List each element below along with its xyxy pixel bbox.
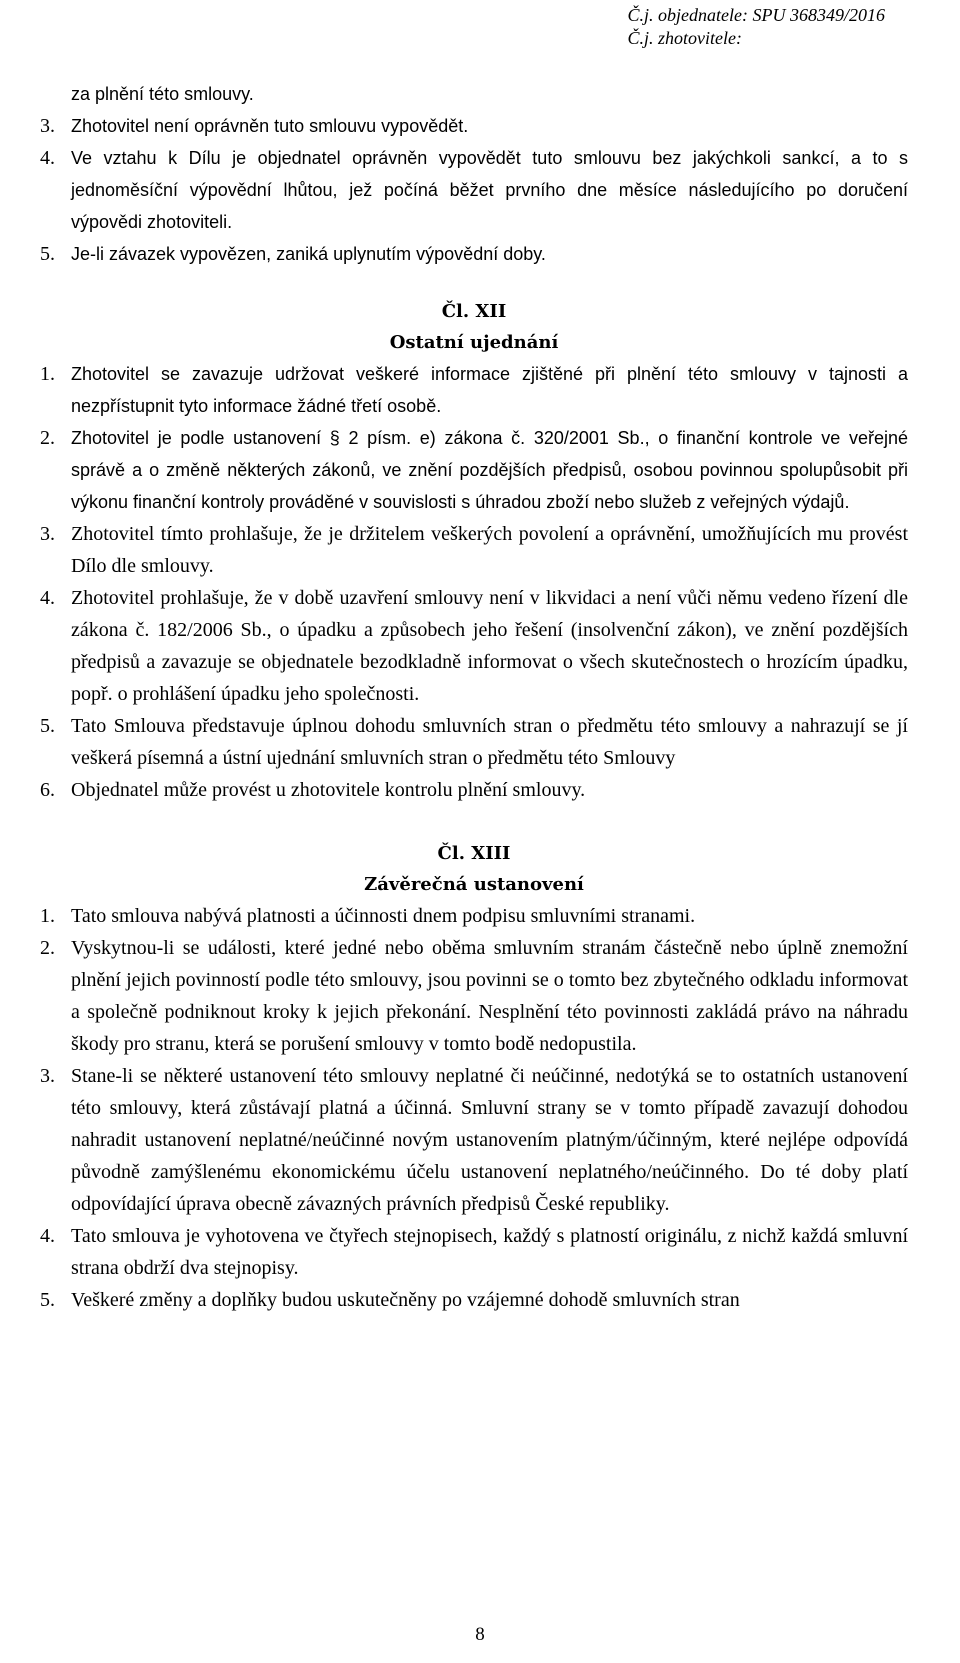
item-text: Objednatel může provést u zhotovitele kontrolu plnění smlouvy.: [71, 779, 586, 801]
item-text: Vyskytnou-li se události, které jedné nebo oběma smluvním stranám částečně nebo úplně znemožní plnění jejich povinností podle této smlouvy, jsou povinni se o tomto bez zbytečného odkladu informovat a společně podniknout kroky k jejich překonání. Nesplnění této povinnosti zakládá právo na náhradu škody pro stranu, která se porušení smlouvy v tomto bodě nedopustila.: [71, 937, 908, 1055]
article-title: Závěrečná ustanovení: [364, 874, 584, 895]
item-number: 4.: [40, 587, 55, 609]
header-client-ref: Č.j. objednatele: SPU 368349/2016: [627, 5, 885, 25]
list-item: [40, 582, 908, 710]
item-text: Veškeré změny a doplňky budou uskutečněny po vzájemné dohodě smluvních stran: [71, 1289, 740, 1311]
list-item: [40, 422, 908, 518]
item-text: Zhotovitel se zavazuje udržovat veškeré informace zjištěné při plnění této smlouvy v tajnosti a nezpřístupnit tyto informace žádné třetí osobě.: [71, 364, 908, 416]
item-number: 2.: [40, 427, 55, 449]
page-number: 8: [475, 1624, 485, 1645]
list-item: [40, 1060, 908, 1220]
item-text: Zhotovitel prohlašuje, že v době uzavření smlouvy není v likvidaci a není vůči němu vedeno řízení dle zákona č. 182/2006 Sb., o úpadku a způsobech jeho řešení (insolvenční zákon), ve znění pozdějších předpisů a zavazuje se objednatele bezodkladně informovat o všech skutečnostech o hrozícím úpadku, popř. o prohlášení úpadku jeho společnosti.: [71, 587, 908, 705]
item-text: Zhotovitel je podle ustanovení § 2 písm. e) zákona č. 320/2001 Sb., o finanční kontrole ve veřejné správě a o změně některých zákonů, ve znění pozdějších předpisů, osobou povinnou spolupůsobit při výkonu finanční kontroly prováděné v souvislosti s úhradou zboží nebo služeb z veřejných výdajů.: [71, 428, 908, 512]
list-item: [40, 518, 908, 582]
item-number: 5.: [40, 1289, 55, 1311]
continuation-text: za plnění této smlouvy.: [71, 84, 254, 104]
item-number: 1.: [40, 905, 55, 927]
article-number: Čl. XII: [441, 301, 507, 322]
item-number: 5.: [40, 715, 55, 737]
item-text: Zhotovitel tímto prohlašuje, že je držitelem veškerých povolení a oprávnění, umožňujících mu provést Dílo dle smlouvy.: [71, 523, 908, 577]
list-item: [40, 932, 908, 1060]
item-text: Je-li závazek vypovězen, zaniká uplynutím výpovědní doby.: [71, 244, 546, 264]
item-number: 4.: [40, 147, 55, 169]
header-contractor-ref: Č.j. zhotovitele:: [627, 28, 743, 48]
article-number: Čl. XIII: [437, 843, 511, 864]
list-item: [40, 142, 908, 238]
list-item: [40, 358, 908, 422]
list-item: [40, 900, 908, 932]
item-text: Tato Smlouva představuje úplnou dohodu smluvních stran o předmětu této smlouvy a nahrazují se jí veškerá písemná a ústní ujednání smluvních stran o předmětu této Smlouvy: [71, 715, 908, 769]
item-number: 5.: [40, 243, 55, 265]
article-title: Ostatní ujednání: [389, 332, 559, 353]
item-text: Stane-li se některé ustanovení této smlouvy neplatné či neúčinné, nedotýká se to ostatních ustanovení této smlouvy, která zůstávají platná a účinná. Smluvní strany se v tomto případě zavazují dohodou nahradit ustanovení neplatné/neúčinné novým ustanovením platným/účinným, které nejlépe odpovídá původně zamýšlenému ekonomickému účelu ustanovení neplatného/neúčinného. Do té doby platí odpovídající úprava obecně závazných právních předpisů České republiky.: [71, 1065, 908, 1215]
list-item: [40, 1284, 908, 1316]
item-text: Ve vztahu k Dílu je objednatel oprávněn vypovědět tuto smlouvu bez jakýchkoli sankcí, a to s jednoměsíční výpovědní lhůtou, jež počíná běžet prvního dne měsíce následujícího po doručení výpovědi zhotoviteli.: [71, 148, 908, 232]
document-body: [40, 78, 908, 1316]
item-text: Tato smlouva nabývá platnosti a účinnosti dnem podpisu smluvními stranami.: [71, 905, 696, 927]
item-number: 4.: [40, 1225, 55, 1247]
page-header: [628, 4, 885, 50]
list-item: [40, 110, 908, 142]
item-text: Tato smlouva je vyhotovena ve čtyřech stejnopisech, každý s platností originálu, z nichž každá smluvní strana obdrží dva stejnopisy.: [71, 1225, 908, 1279]
list-item: [40, 710, 908, 774]
list-item: [40, 774, 908, 806]
item-text: Zhotovitel není oprávněn tuto smlouvu vypovědět.: [71, 116, 469, 136]
item-number: 2.: [40, 937, 55, 959]
item-number: 3.: [40, 1065, 55, 1087]
list-item: [40, 1220, 908, 1284]
item-number: 3.: [40, 523, 55, 545]
item-number: 1.: [40, 363, 55, 385]
item-number: 6.: [40, 779, 55, 801]
list-item: [40, 238, 908, 270]
item-number: 3.: [40, 115, 55, 137]
